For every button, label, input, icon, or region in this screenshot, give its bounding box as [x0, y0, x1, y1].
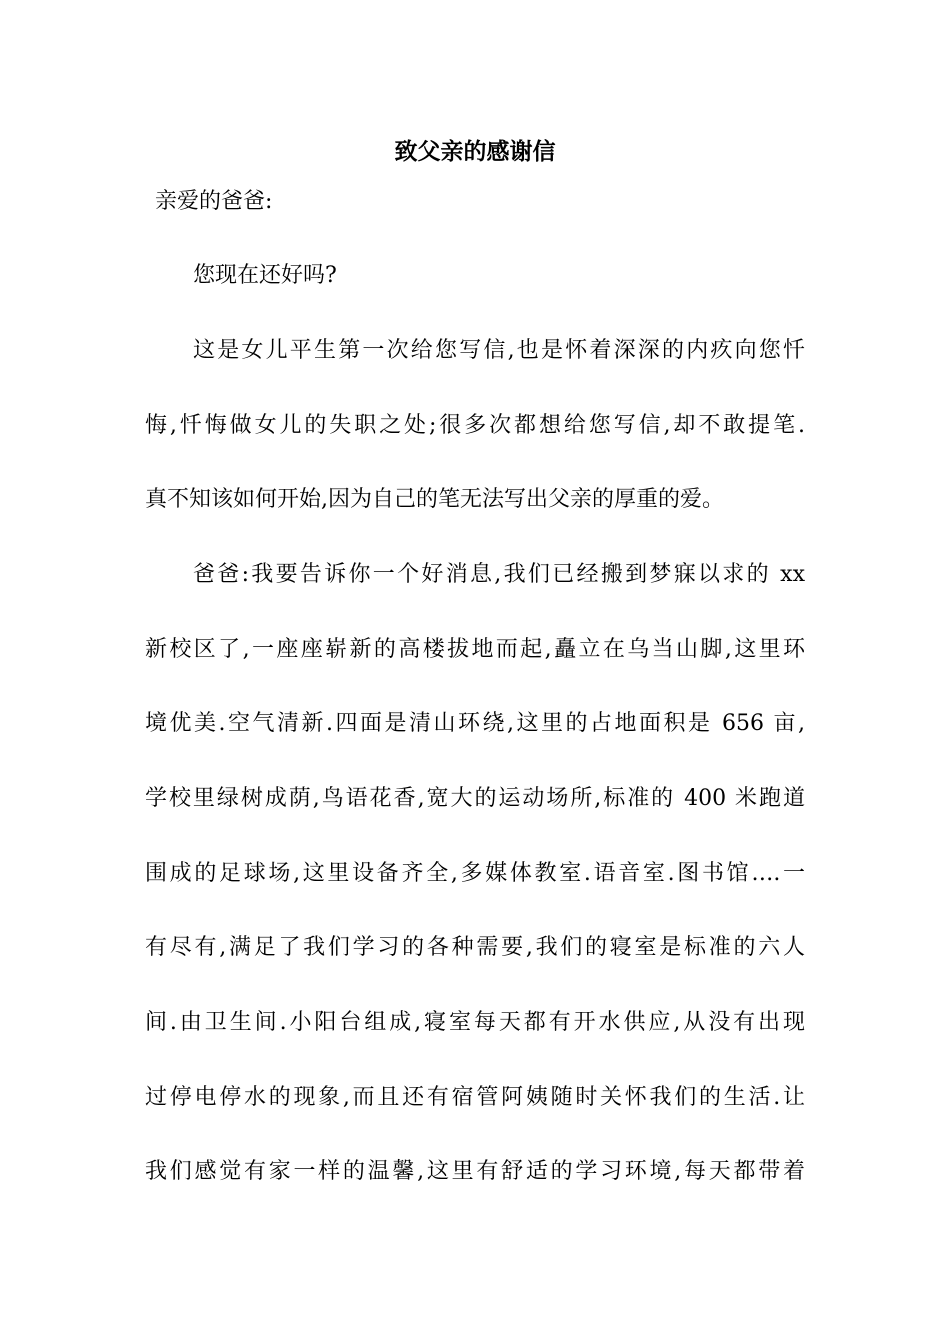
paragraph-line: 学校里绿树成荫,鸟语花香,宽大的运动场所,标准的 400 米跑道	[145, 786, 805, 811]
paragraph-line: 围成的足球场,这里设备齐全,多媒体教室.语音室.图书馆….一	[145, 861, 805, 886]
paragraph-line: 爸爸:我要告诉你一个好消息,我们已经搬到梦寐以求的 xx	[193, 562, 805, 587]
paragraph-line: 有尽有,满足了我们学习的各种需要,我们的寝室是标准的六人	[145, 935, 805, 960]
paragraph-line: 这是女儿平生第一次给您写信,也是怀着深深的内疚向您忏	[193, 338, 805, 363]
paragraph-line: 您现在还好吗?	[193, 263, 337, 288]
paragraph-line: 过停电停水的现象,而且还有宿管阿姨随时关怀我们的生活.让	[145, 1085, 805, 1110]
paragraph-line: 我们感觉有家一样的温馨,这里有舒适的学习环境,每天都带着	[145, 1159, 805, 1184]
paragraph-line: 间.由卫生间.小阳台组成,寝室每天都有开水供应,从没有出现	[145, 1010, 805, 1035]
letter-salutation: 亲爱的爸爸:	[155, 189, 273, 214]
paragraph-line: 境优美.空气清新.四面是清山环绕,这里的占地面积是 656 亩,	[145, 711, 805, 736]
paragraph-line: 悔,忏悔做女儿的失职之处;很多次都想给您写信,却不敢提笔.	[145, 413, 805, 438]
paragraph-line: 真不知该如何开始,因为自己的笔无法写出父亲的厚重的爱。	[145, 487, 724, 512]
paragraph-line: 新校区了,一座座崭新的高楼拔地而起,矗立在乌当山脚,这里环	[145, 637, 805, 662]
letter-title: 致父亲的感谢信	[394, 138, 556, 165]
